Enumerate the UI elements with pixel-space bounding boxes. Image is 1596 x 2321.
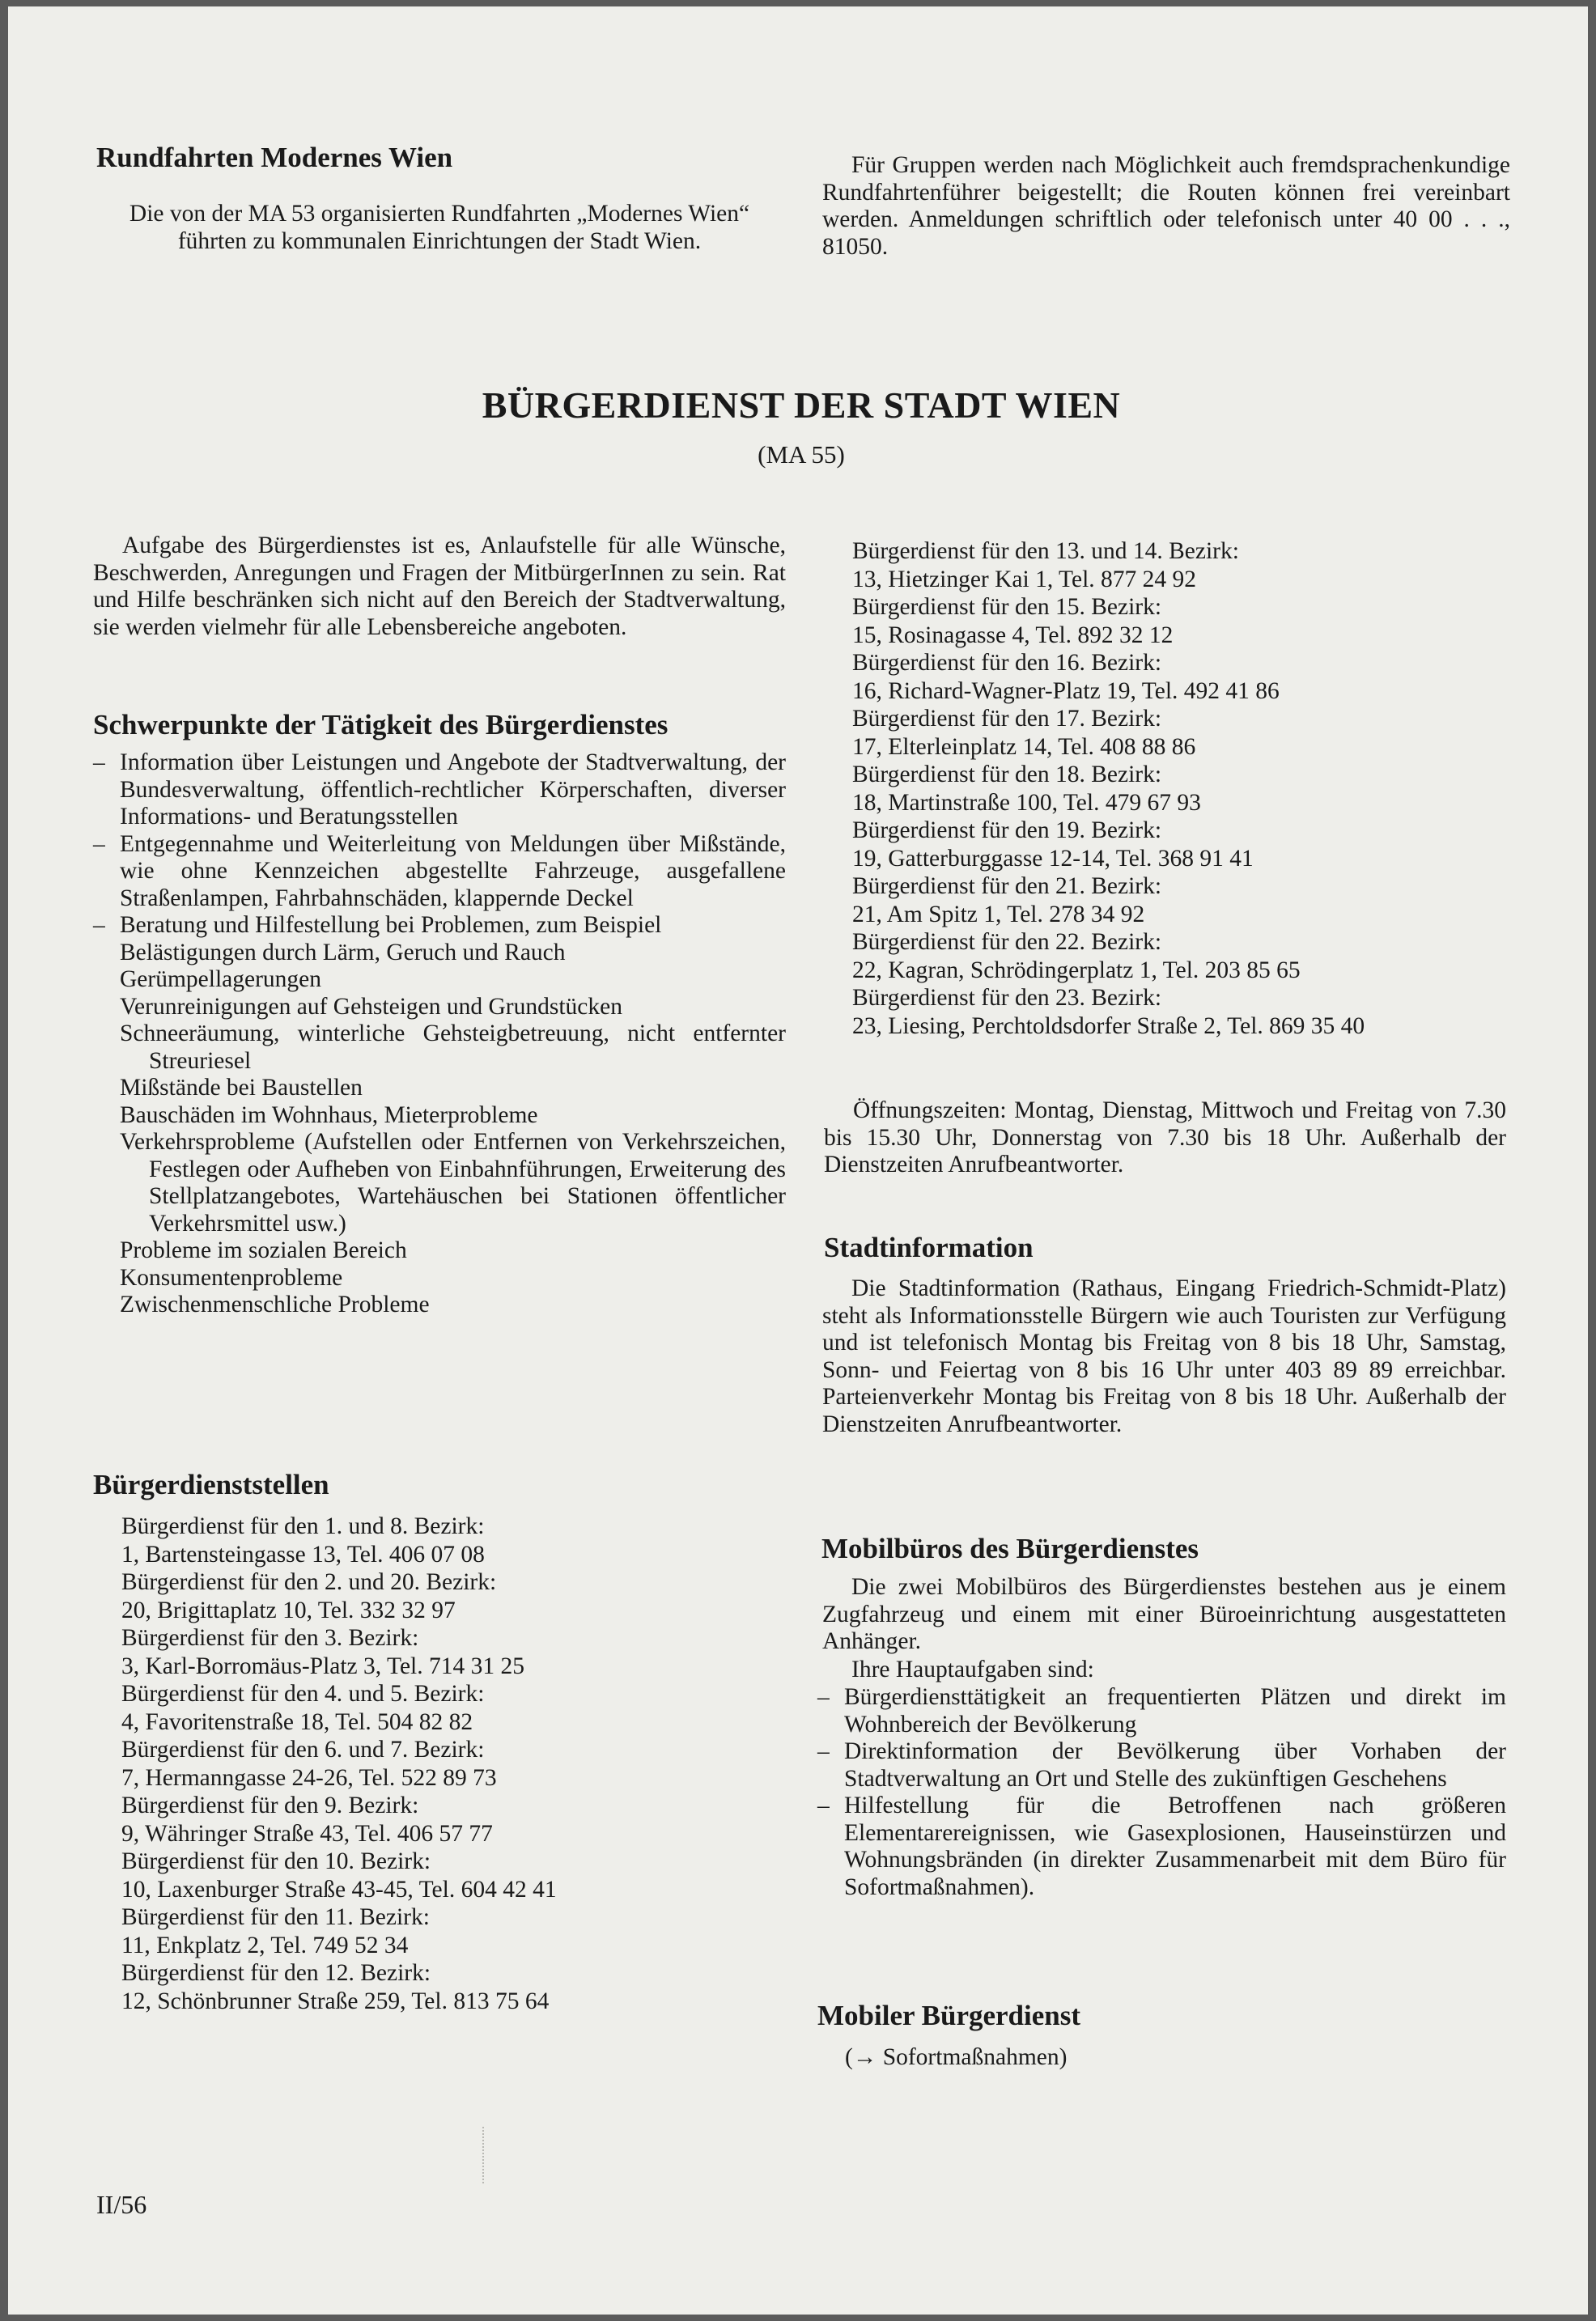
office-address: 20, Brigittaplatz 10, Tel. 332 32 97	[121, 1597, 456, 1623]
list-item	[852, 872, 1524, 928]
list-item: Probleme im sozialen Bereich	[120, 1237, 407, 1263]
rundfahrten-text: Die von der MA 53 organisierten Rundfahrten „Modernes Wien“ führten zu kommunalen Einrichtungen der Stadt Wien.	[129, 201, 750, 254]
office-name: Bürgerdienst für den 12. Bezirk:	[121, 1960, 431, 1986]
list-item	[121, 1513, 785, 1568]
list-item	[121, 1848, 785, 1903]
list-item: – Entgegennahme und Weiterleitung von Meldungen über Mißstände, wie ohne Kennzeichen abgestellte Fahrzeuge, ausgefallene Straßenlampen, Fahrbahnschäden, klappernde Deckel	[93, 831, 786, 913]
mobiler-heading: Mobiler Bürgerdienst	[817, 2000, 1081, 2031]
list-item	[852, 593, 1524, 649]
office-address: 11, Enkplatz 2, Tel. 749 52 34	[121, 1932, 409, 1958]
mobil-text: Die zwei Mobilbüros des Bürgerdienstes bestehen aus je einem Zugfahrzeug und einem mit einer Büroeinrichtung ausgestatteten Anhänger.	[822, 1574, 1506, 1654]
list-item: Verunreinigungen auf Gehsteigen und Grundstücken	[120, 993, 622, 1020]
document-page	[8, 6, 1588, 2315]
office-name: Bürgerdienst für den 1. und 8. Bezirk:	[121, 1513, 485, 1539]
list-item	[121, 1624, 785, 1680]
opening-hours: Öffnungszeiten: Montag, Dienstag, Mittwoch und Freitag von 7.30 bis 15.30 Uhr, Donnerstag von 7.30 bis 18 Uhr. Außerhalb der Dienstzeiten Anrufbeantworter.	[824, 1097, 1506, 1177]
office-name: Bürgerdienst für den 16. Bezirk:	[852, 650, 1162, 676]
stadtinfo-heading: Stadtinformation	[824, 1232, 1034, 1263]
list-item	[852, 984, 1524, 1040]
page-subtitle: (MA 55)	[758, 440, 845, 469]
office-address: 7, Hermanngasse 24-26, Tel. 522 89 73	[121, 1764, 497, 1791]
office-address: 10, Laxenburger Straße 43-45, Tel. 604 42 41	[121, 1876, 557, 1903]
office-name: Bürgerdienst für den 22. Bezirk:	[852, 929, 1162, 955]
list-item: – Bürgerdiensttätigkeit an frequentierten Plätzen und direkt im Wohnbereich der Bevölkerung	[817, 1684, 1506, 1738]
office-address: 22, Kagran, Schrödingerplatz 1, Tel. 203 85 65	[852, 957, 1301, 983]
office-name: Bürgerdienst für den 17. Bezirk:	[852, 706, 1162, 732]
page-title: BÜRGERDIENST DER STADT WIEN	[482, 384, 1121, 426]
rundfahrten-heading: Rundfahrten Modernes Wien	[96, 142, 453, 173]
list-item: – Information über Leistungen und Angebote der Stadtverwaltung, der Bundesverwaltung, öffentlich-rechtlicher Körperschaften, diverser Informations- und Beratungsstellen	[93, 749, 786, 831]
list-item	[852, 928, 1524, 984]
page-number: II/56	[96, 2190, 147, 2219]
list-item	[852, 705, 1524, 761]
list-item: Gerümpellagerungen	[120, 966, 322, 992]
column-divider	[482, 2127, 484, 2183]
list-item: Mißstände bei Baustellen	[120, 1075, 363, 1101]
office-address: 16, Richard-Wagner-Platz 19, Tel. 492 41 86	[852, 677, 1280, 704]
list-item	[121, 1736, 785, 1792]
office-name: Bürgerdienst für den 21. Bezirk:	[852, 873, 1162, 899]
office-address: 15, Rosinagasse 4, Tel. 892 32 12	[852, 622, 1174, 648]
list-item: – Hilfestellung für die Betroffenen nach größeren Elementarereignissen, wie Gasexplosionen, Hauseinstürzen und Wohnungsbränden (in direkter Zusammenarbeit mit dem Büro für Sofortmaßnahmen).	[817, 1793, 1506, 1901]
mobil-tasks-intro: Ihre Hauptaufgaben sind:	[851, 1657, 1094, 1682]
stellen-heading: Bürgerdienststellen	[93, 1469, 329, 1500]
office-address: 9, Währinger Straße 43, Tel. 406 57 77	[121, 1820, 493, 1847]
list-item	[852, 761, 1524, 817]
rundfahrten-groups-text: Für Gruppen werden nach Möglichkeit auch fremdsprachenkundige Rundfahrtenführer beigestellt; die Routen können frei vereinbart werden. Anmeldungen schriftlich oder telefonisch unter 40 00 . . ., 81050.	[822, 152, 1510, 260]
schwerpunkte-list	[93, 749, 786, 940]
list-item	[121, 1959, 785, 2015]
office-address: 1, Bartensteingasse 13, Tel. 406 07 08	[121, 1541, 485, 1568]
stadtinfo-text: Die Stadtinformation (Rathaus, Eingang Friedrich-Schmidt-Platz) steht als Informationsstelle Bürgern wie auch Touristen zur Verfügung und ist telefonisch Montag bis Freitag von 8 bis 18 Uhr, Samstag, Sonn- und Feiertag von 8 bis 16 Uhr unter 403 89 89 erreichbar. Parteienverkehr Montag bis Freitag von 8 bis 18 Uhr. Außerhalb der Dienstzeiten Anrufbeantworter.	[822, 1275, 1506, 1437]
list-item: Belästigungen durch Lärm, Geruch und Rauch	[120, 939, 566, 965]
mobil-heading: Mobilbüros des Bürgerdienstes	[821, 1533, 1199, 1564]
intro-text: Aufgabe des Bürgerdienstes ist es, Anlaufstelle für alle Wünsche, Beschwerden, Anregungen und Fragen der MitbürgerInnen zu sein. Rat und Hilfe beschränken sich nicht auf den Bereich der Stadtverwaltung, sie werden vielmehr für alle Lebensbereiche angeboten.	[93, 533, 786, 640]
office-name: Bürgerdienst für den 4. und 5. Bezirk:	[121, 1681, 485, 1707]
list-item: Konsumentenprobleme	[120, 1264, 343, 1291]
office-list-right	[852, 537, 1524, 1040]
schwerpunkte-section	[93, 749, 786, 1319]
list-item	[852, 817, 1524, 872]
problem-examples-list	[120, 940, 786, 1319]
office-list-left	[121, 1513, 785, 2015]
list-item: Zwischenmenschliche Probleme	[120, 1292, 430, 1317]
office-name: Bürgerdienst für den 19. Bezirk:	[852, 817, 1162, 843]
list-item	[852, 649, 1524, 705]
office-address: 21, Am Spitz 1, Tel. 278 34 92	[852, 901, 1145, 927]
office-name: Bürgerdienst für den 15. Bezirk:	[852, 594, 1162, 620]
list-item: Bauschäden im Wohnhaus, Mieterprobleme	[120, 1101, 538, 1128]
list-item	[852, 537, 1524, 593]
office-address: 4, Favoritenstraße 18, Tel. 504 82 82	[121, 1708, 473, 1735]
mobiler-reference: (→ Sofortmaßnahmen)	[845, 2044, 1068, 2070]
office-address: 23, Liesing, Perchtoldsdorfer Straße 2, Tel. 869 35 40	[852, 1012, 1365, 1039]
list-item	[121, 1680, 785, 1736]
office-name: Bürgerdienst für den 6. und 7. Bezirk:	[121, 1737, 485, 1763]
mobil-tasks-list	[817, 1684, 1506, 1901]
office-name: Bürgerdienst für den 11. Bezirk:	[121, 1904, 430, 1930]
list-item: Verkehrsprobleme (Aufstellen oder Entfernen von Verkehrszeichen, Festlegen oder Aufheben von Einbahnführungen, Erweiterung des Stellplatzangebotes, Wartehäuschen bei Stationen öffentlicher Verkehrsmittel usw.)	[120, 1129, 786, 1237]
office-name: Bürgerdienst für den 2. und 20. Bezirk:	[121, 1569, 497, 1595]
office-name: Bürgerdienst für den 9. Bezirk:	[121, 1793, 419, 1818]
office-address: 18, Martinstraße 100, Tel. 479 67 93	[852, 789, 1201, 816]
schwerpunkte-heading: Schwerpunkte der Tätigkeit des Bürgerdienstes	[93, 709, 669, 740]
list-item	[121, 1792, 785, 1848]
list-item: – Direktinformation der Bevölkerung über Vorhaben der Stadtverwaltung an Ort und Stelle des zukünftigen Geschehens	[817, 1738, 1506, 1793]
office-name: Bürgerdienst für den 18. Bezirk:	[852, 762, 1162, 787]
list-item: Schneeräumung, winterliche Gehsteigbetreuung, nicht entfernter Streuriesel	[120, 1020, 786, 1074]
office-address: 17, Elterleinplatz 14, Tel. 408 88 86	[852, 733, 1196, 760]
list-item	[121, 1568, 785, 1624]
office-address: 12, Schönbrunner Straße 259, Tel. 813 75 64	[121, 1988, 550, 2014]
office-name: Bürgerdienst für den 23. Bezirk:	[852, 985, 1162, 1011]
office-address: 3, Karl-Borromäus-Platz 3, Tel. 714 31 25	[121, 1653, 524, 1679]
office-name: Bürgerdienst für den 13. und 14. Bezirk:	[852, 538, 1239, 564]
list-item	[121, 1903, 785, 1959]
office-name: Bürgerdienst für den 3. Bezirk:	[121, 1625, 419, 1651]
office-address: 13, Hietzinger Kai 1, Tel. 877 24 92	[852, 566, 1197, 592]
list-item: – Beratung und Hilfestellung bei Problemen, zum Beispiel	[93, 912, 786, 940]
office-address: 19, Gatterburggasse 12-14, Tel. 368 91 41	[852, 845, 1254, 872]
office-name: Bürgerdienst für den 10. Bezirk:	[121, 1848, 431, 1874]
